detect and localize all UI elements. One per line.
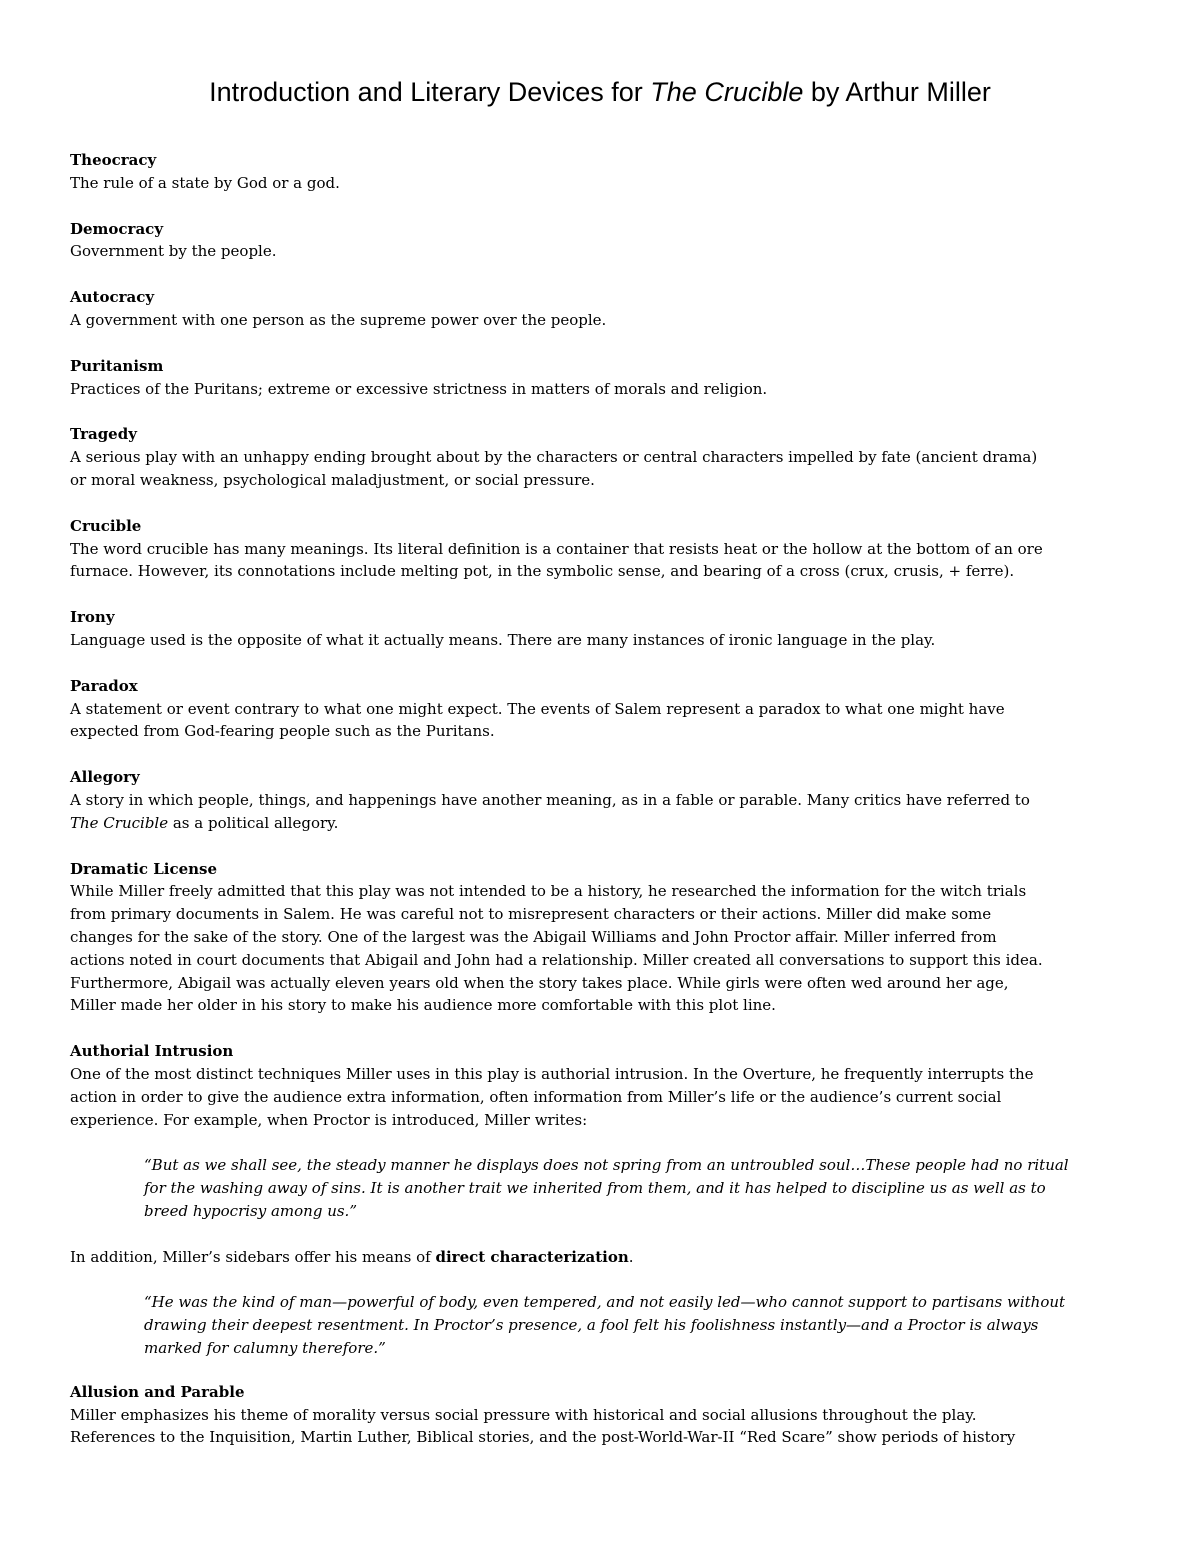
term-authorial-intrusion: Authorial Intrusion — [70, 1042, 234, 1061]
allusion-parable-line: Miller emphasizes his theme of morality versus social pressure with historical and social allusions throughout the play. — [70, 1405, 977, 1424]
quote-line: breed hypocrisy among us.” — [144, 1201, 357, 1220]
term-paradox: Paradox — [70, 676, 138, 695]
definition-theocracy: The rule of a state by God or a god. — [70, 173, 340, 192]
definition-irony: Language used is the opposite of what it actually means. There are many instances of ironic language in the play. — [70, 630, 936, 649]
definition-crucible-line: The word crucible has many meanings. Its literal definition is a container that resists heat or the hollow at the bottom of an ore — [70, 539, 1043, 558]
entry-irony — [70, 606, 1135, 652]
allegory-book-title: The Crucible — [70, 813, 169, 832]
direct-characterization-paragraph — [70, 1246, 1135, 1269]
definition-allegory-line: A story in which people, things, and happenings have another meaning, as in a fable or parable. Many critics have referred to — [70, 790, 1030, 809]
authorial-intrusion-line: action in order to give the audience extra information, often information from Miller’s life or the audience’s current social — [70, 1087, 1002, 1106]
dramatic-license-line: While Miller freely admitted that this play was not intended to be a history, he researched the information for the witch trials — [70, 882, 1027, 901]
term-allegory: Allegory — [70, 768, 140, 787]
term-puritanism: Puritanism — [70, 356, 164, 375]
authorial-intrusion-line: One of the most distinct techniques Miller uses in this play is authorial intrusion. In the Overture, he frequently interrupts the — [70, 1064, 1034, 1083]
entry-democracy — [70, 218, 1135, 264]
quote-line: drawing their deepest resentment. In Proctor’s presence, a fool felt his foolishness instantly—and a Proctor is always — [144, 1316, 1039, 1335]
entry-allusion-parable — [70, 1381, 1135, 1449]
entry-theocracy — [70, 149, 1135, 195]
term-allusion-parable: Allusion and Parable — [70, 1382, 245, 1401]
quote-line: marked for calumny therefore.” — [144, 1339, 386, 1358]
definition-crucible-line: furnace. However, its connotations include melting pot, in the symbolic sense, and bearing of a cross (crux, crusis, + ferre). — [70, 562, 1015, 581]
term-tragedy: Tragedy — [70, 425, 137, 444]
block-quote-proctor-character — [144, 1291, 1129, 1359]
title-text-part1: Introduction and Literary Devices for — [209, 77, 651, 107]
term-theocracy: Theocracy — [70, 151, 157, 169]
dramatic-license-line: changes for the sake of the story. One of the largest was the Abigail Williams and John Proctor affair. Miller inferred from — [70, 927, 997, 946]
term-irony: Irony — [70, 608, 115, 627]
dramatic-license-line: Miller made her older in his story to make his audience more comfortable with this plot line. — [70, 996, 776, 1015]
term-democracy: Democracy — [70, 219, 164, 238]
definition-paradox-line: expected from God-fearing people such as the Puritans. — [70, 722, 495, 741]
term-autocracy: Autocracy — [70, 288, 155, 307]
addition-end: . — [628, 1247, 634, 1266]
definition-puritanism: Practices of the Puritans; extreme or excessive strictness in matters of morals and religion. — [70, 379, 768, 398]
dramatic-license-line: Furthermore, Abigail was actually eleven years old when the story takes place. While girls were often wed around her age, — [70, 973, 1009, 992]
title-book-name: The Crucible — [650, 77, 804, 107]
term-dramatic-license: Dramatic License — [70, 859, 218, 878]
quote-line: “He was the kind of man—powerful of body, even tempered, and not easily led—who cannot support to partisans without — [144, 1293, 1066, 1312]
quote-line: for the washing away of sins. It is another trait we inherited from them, and it has helped to discipline us as well as to — [144, 1179, 1046, 1198]
title-text-part2: by Arthur Miller — [803, 77, 991, 107]
definition-paradox-line: A statement or event contrary to what one might expect. The events of Salem represent a paradox to what one might have — [70, 699, 1005, 718]
definition-autocracy: A government with one person as the supreme power over the people. — [70, 310, 607, 329]
entry-paradox — [70, 675, 1135, 743]
allegory-line-rest: as a political allegory. — [168, 813, 339, 832]
term-crucible: Crucible — [70, 516, 142, 535]
entry-crucible — [70, 515, 1135, 583]
entry-puritanism — [70, 355, 1135, 401]
definition-allegory-line — [70, 812, 1135, 835]
entry-allegory — [70, 766, 1135, 834]
definition-tragedy-line: A serious play with an unhappy ending brought about by the characters or central characters impelled by fate (ancient drama) — [70, 448, 1038, 467]
direct-characterization-term: direct characterization — [435, 1247, 629, 1266]
glossary-content — [70, 149, 1135, 1472]
dramatic-license-line: from primary documents in Salem. He was careful not to misrepresent characters or their actions. Miller did make some — [70, 905, 992, 924]
quote-line: “But as we shall see, the steady manner he displays does not spring from an untroubled soul…These people had no ritual — [144, 1156, 1069, 1175]
definition-democracy: Government by the people. — [70, 242, 277, 261]
entry-dramatic-license — [70, 858, 1135, 1018]
dramatic-license-line: actions noted in court documents that Abigail and John had a relationship. Miller created all conversations to support this idea. — [70, 950, 1043, 969]
authorial-intrusion-line: experience. For example, when Proctor is introduced, Miller writes: — [70, 1110, 588, 1129]
definition-tragedy-line: or moral weakness, psychological maladjustment, or social pressure. — [70, 470, 595, 489]
entry-authorial-intrusion — [70, 1040, 1135, 1131]
allusion-parable-line: References to the Inquisition, Martin Luther, Biblical stories, and the post-World-War-II “Red Scare” show periods of history — [70, 1428, 1016, 1447]
entry-autocracy — [70, 286, 1135, 332]
entry-tragedy — [70, 423, 1135, 491]
block-quote-proctor-introduction — [144, 1154, 1129, 1222]
addition-text: In addition, Miller’s sidebars offer his means of — [70, 1247, 436, 1266]
page-title — [0, 72, 1200, 112]
